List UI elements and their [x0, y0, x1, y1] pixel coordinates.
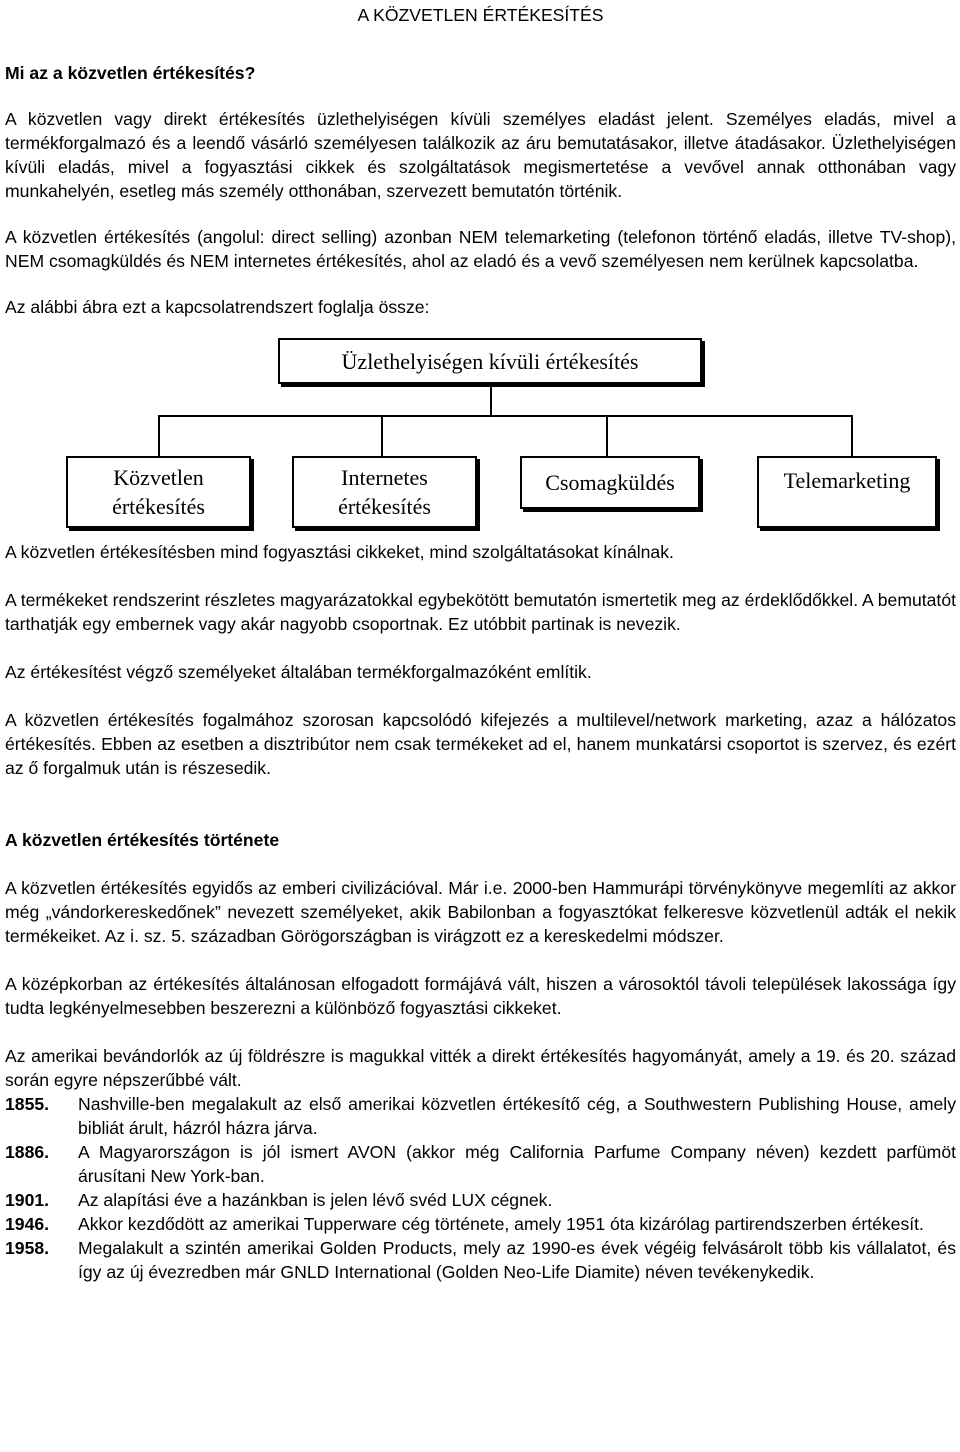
timeline-year: 1946. — [5, 1214, 50, 1234]
diagram-box-line: értékesítés — [112, 494, 205, 519]
timeline-year: 1855. — [5, 1094, 50, 1114]
timeline-entry — [5, 1212, 956, 1236]
diagram-connector-child-1 — [158, 415, 160, 456]
section-heading-history: A közvetlen értékesítés története — [5, 830, 280, 850]
paragraph-distributors: Az értékesítést végző személyeket általában termékforgalmazóként említik. — [5, 662, 592, 682]
diagram-box-line: Internetes — [341, 465, 428, 490]
paragraph-history-medieval: A középkorban az értékesítés általánosan elfogadott formájává vált, hiszen a városoktól távoli települések lakossága így tudta legkényelmesebben beszerezni a különböző fogyasztási cikkeket. — [5, 974, 956, 1018]
section-heading-what: Mi az a közvetlen értékesítés? — [5, 63, 256, 83]
paragraph-presentation: A termékeket rendszerint részletes magyarázatokkal egybekötött bemutatón ismertetik meg az érdeklődőkkel. A bemutatót tarthatják egy embernek vagy akár nagyobb csoportnak. Ez utóbbit partinak is nevezik. — [5, 590, 956, 634]
timeline-entry — [5, 1140, 956, 1188]
history-timeline — [5, 1092, 956, 1284]
timeline-text: Akkor kezdődött az amerikai Tupperware cég története, amely 1951 óta kizárólag partirendszerben értékesít. — [78, 1214, 924, 1234]
diagram-box-line: Csomagküldés — [545, 470, 675, 495]
diagram-box-line: értékesítés — [338, 494, 431, 519]
timeline-text: Nashville-ben megalakult az első amerikai közvetlen értékesítő cég, a Southwestern Publishing House, amely bibliát árult, házról házra járva. — [78, 1094, 956, 1138]
paragraph-network-marketing: A közvetlen értékesítés fogalmához szorosan kapcsolódó kifejezés a multilevel/network marketing, azaz a hálózatos értékesítés. Ebben az esetben a disztribútor nem csak termékeket ad el, hanem munkatársi csoportot is szervez, és ezért az ő forgalmuk után is részesedik. — [5, 710, 956, 778]
page-title: A KÖZVETLEN ÉRTÉKESÍTÉS — [357, 5, 604, 25]
paragraph-history-ancient: A közvetlen értékesítés egyidős az emberi civilizációval. Már i.e. 2000-ben Hammurápi törvénykönyve megemlíti az akkor még „vándorkereskedőnek” nevezett személyeket, akik Babilonban a fogyasztókat felkeresve közvetlenül adták el nekik termékeiket. Az i. sz. 5. században Görögországban is virágzott ez a kereskedelmi módszer. — [5, 878, 956, 946]
timeline-year: 1901. — [5, 1190, 50, 1210]
document-page — [5, 3, 956, 1284]
timeline-year: 1886. — [5, 1142, 50, 1162]
timeline-year: 1958. — [5, 1238, 50, 1258]
diagram-box-telemarketing — [757, 456, 937, 528]
sales-diagram — [5, 319, 956, 540]
diagram-connector-horizontal — [158, 415, 853, 417]
diagram-box-direct-sales — [66, 456, 251, 528]
paragraph-history-america: Az amerikai bevándorlók az új földrészre is magukkal vitték a direkt értékesítés hagyományát, amely a 19. és 20. század során egyre népszerűbbé vált. — [5, 1046, 956, 1090]
diagram-connector-vertical — [490, 387, 492, 417]
timeline-entry — [5, 1092, 956, 1140]
diagram-box-mail-order — [520, 456, 700, 509]
diagram-box-line: Telemarketing — [783, 467, 911, 493]
diagram-connector-child-4 — [851, 415, 853, 456]
diagram-root-box — [278, 338, 702, 384]
timeline-text: A Magyarországon is jól ismert AVON (akkor még California Parfume Company néven) kezdett parfümöt árusítani New York-ban. — [78, 1142, 956, 1186]
timeline-text: Az alapítási éve a hazánkban is jelen lévő svéd LUX cégnek. — [78, 1190, 553, 1210]
timeline-entry — [5, 1188, 956, 1212]
timeline-text: Megalakult a szintén amerikai Golden Products, mely az 1990-es évek végéig felvásárolt több kis vállalatot, és így az új évezredben már GNLD International (Golden Neo-Life Diamite) néven tevékenykedik. — [78, 1238, 956, 1282]
paragraph-not-telemarketing: A közvetlen értékesítés (angolul: direct selling) azonban NEM telemarketing (telefonon történő eladás, illetve TV-shop), NEM csomagküldés és NEM internetes értékesítés, ahol az eladó és a vevő személyesen nem kerülnek kapcsolatba. — [5, 227, 956, 271]
paragraph-products-services: A közvetlen értékesítésben mind fogyasztási cikkeket, mind szolgáltatásokat kínálnak. — [5, 542, 674, 562]
diagram-connector-child-2 — [381, 415, 383, 456]
diagram-box-internet-sales — [292, 456, 477, 528]
timeline-entry — [5, 1236, 956, 1284]
diagram-box-line: Közvetlen — [113, 465, 204, 490]
diagram-root-label: Üzlethelyiségen kívüli értékesítés — [341, 348, 639, 374]
diagram-connector-child-3 — [606, 415, 608, 456]
paragraph-diagram-intro: Az alábbi ábra ezt a kapcsolatrendszert foglalja össze: — [5, 297, 430, 317]
paragraph-definition: A közvetlen vagy direkt értékesítés üzlethelyiségen kívüli személyes eladást jelent. Személyes eladás, mivel a termékforgalmazó és a leendő vásárló személyesen találkozik az áru bemutatásakor, illetve átadásakor. Üzlethelyiségen kívüli eladás, mivel a fogyasztási cikkek és szolgáltatások megismertetése a vevővel annak otthonában vagy munkahelyén, esetleg más személy otthonában, szervezett bemutatón történik. — [5, 109, 956, 201]
